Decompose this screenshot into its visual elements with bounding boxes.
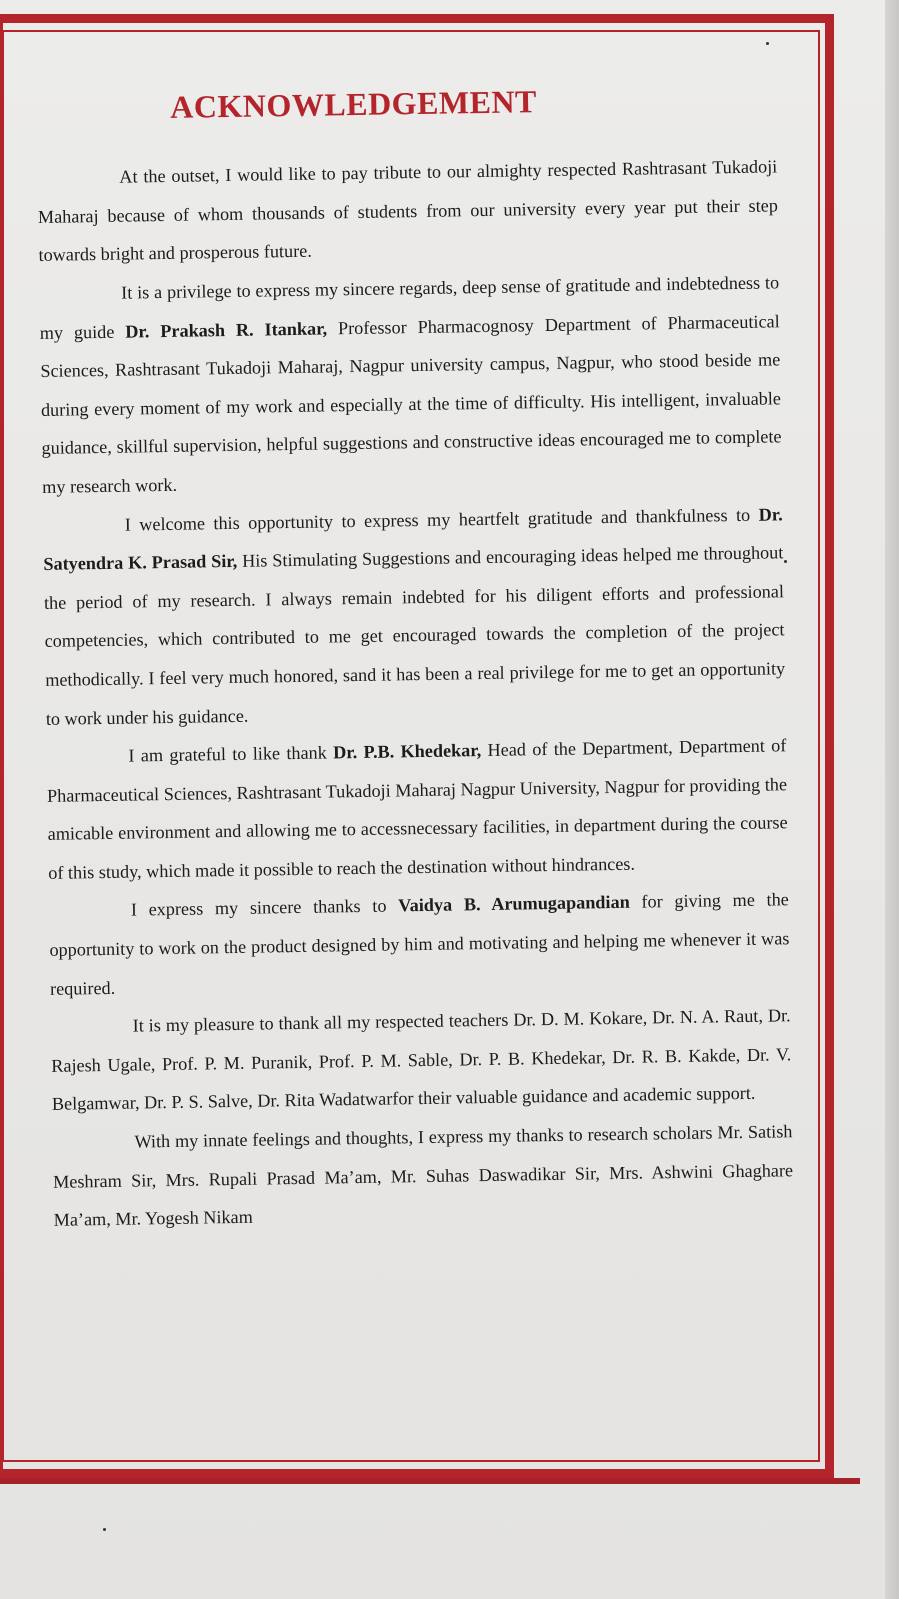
paragraph-text: I welcome this opportunity to express my heartfelt gratitude and thankfulness to bbox=[124, 504, 759, 535]
paragraph-text: With my innate feelings and thoughts, I express my thanks to research scholars Mr. Satish Meshram Sir, Mrs. Rupali Prasad Ma’am, Mr. Suhas Daswadikar Sir, Mrs. Ashwini Ghaghare Ma’am, Mr. Yogesh Nikam bbox=[52, 1121, 794, 1231]
bottom-border-shadow bbox=[0, 1478, 860, 1484]
paragraph-text: for giving me the opportunity to work on the product designed by him and motivating and helping me whenever it was required. bbox=[49, 889, 790, 999]
paragraph-scholars bbox=[52, 1112, 794, 1239]
paragraph-text: It is a privilege to express my sincere regards, deep sense of gratitude and indebtedness to my guide bbox=[39, 272, 780, 343]
paragraph-text: I express my sincere thanks to bbox=[130, 895, 399, 921]
speck bbox=[766, 42, 769, 45]
paragraph-vaidya bbox=[49, 881, 791, 1008]
paragraph-text: I am grateful to like thank bbox=[128, 742, 334, 766]
head-name: Dr. P.B. Khedekar, bbox=[332, 740, 482, 763]
vaidya-name: Vaidya B. Arumugapandian bbox=[398, 892, 630, 916]
paragraph-text: At the outset, I would like to pay tribute to our almighty respected Rashtrasant Tukadoji Maharaj because of whom thousands of students from our university every year put their step towards bright and prosperous future. bbox=[37, 156, 779, 266]
acknowledgement-body bbox=[36, 80, 794, 1239]
paragraph-text: It is my pleasure to thank all my respected teachers Dr. D. M. Kokare, Dr. N. A. Raut, Dr. Rajesh Ugale, Prof. P. M. Puranik, Prof. P. M. Sable, Dr. P. B. Khedekar, Dr. R. B. Kakde, Dr. V. Belgamwar, Dr. P. S. Salve, Dr. Rita Wadatwarfor their valuable guidance and academic support. bbox=[51, 1005, 792, 1115]
paragraph-coguide bbox=[43, 495, 787, 738]
paragraph-head bbox=[46, 726, 788, 892]
paragraph-text: Head of the Department, Department of Pharmaceutical Sciences, Rashtrasant Tukadoji Maharaj Nagpur University, Nagpur for providing the amicable environment and allowing me to accessnecessary facilities, in department during the course of this study, which made it possible to reach the destination without hindrances. bbox=[46, 735, 788, 883]
guide-name: Dr. Prakash R. Itankar, bbox=[125, 318, 328, 342]
page-edge bbox=[885, 0, 899, 1599]
speck bbox=[103, 1528, 106, 1531]
paragraph-text: Professor Pharmacognosy Department of Pharmaceutical Sciences, Rashtrasant Tukadoji Maharaj, Nagpur university campus, Nagpur, who stood beside me during every moment of my work and especially at the time of difficulty. His intelligent, invaluable guidance, skillful supervision, helpful suggestions and constructive ideas encouraged me to complete my research work. bbox=[40, 310, 782, 497]
coguide-name: Dr. Satyendra K. Prasad Sir, bbox=[43, 503, 783, 575]
paragraph-tribute bbox=[37, 148, 779, 275]
paragraph-teachers bbox=[50, 997, 792, 1124]
paragraph-text: His Stimulating Suggestions and encouraging ideas helped me throughout the period of my research. I always remain indebted for his diligent efforts and professional competencies, which contributed to me get encouraged towards the completion of the project methodically. I feel very much honored, sand it has been a real privilege for me to get an opportunity to work under his guidance. bbox=[43, 542, 786, 729]
paragraph-guide bbox=[39, 263, 783, 506]
speck bbox=[784, 560, 787, 563]
page-title: ACKNOWLEDGEMENT bbox=[169, 83, 538, 125]
